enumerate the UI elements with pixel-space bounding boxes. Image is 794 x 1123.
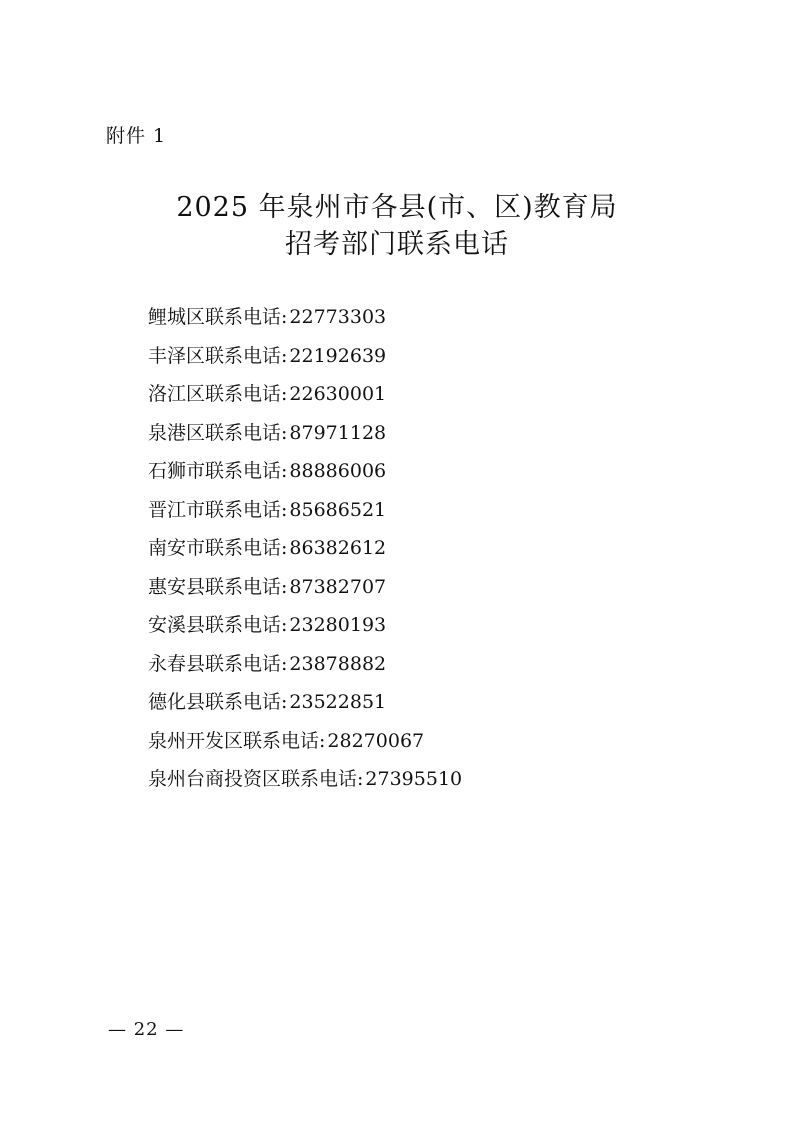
colon-separator: : (281, 498, 288, 521)
contact-phone: 87382707 (289, 575, 387, 598)
contact-phone: 88886006 (289, 460, 387, 482)
contact-name: 南安市联系电话 (148, 537, 282, 559)
contact-name: 德化县联系电话 (148, 691, 282, 713)
colon-separator: : (357, 768, 364, 790)
contact-item (148, 683, 462, 722)
contact-name: 晋江市联系电话 (148, 498, 282, 521)
contact-name: 泉州开发区联系电话 (148, 729, 320, 752)
colon-separator: : (281, 575, 288, 598)
contact-item (148, 298, 462, 337)
contact-phone: 23522851 (289, 691, 387, 713)
contact-item (148, 337, 462, 376)
contact-list (148, 298, 462, 799)
contact-phone: 86382612 (289, 537, 387, 559)
contact-item (148, 645, 462, 684)
colon-separator: : (319, 729, 326, 752)
contact-name: 惠安县联系电话 (148, 575, 282, 598)
contact-phone: 22630001 (289, 383, 387, 405)
contact-name: 鲤城区联系电话 (148, 306, 282, 328)
contact-phone: 22773303 (289, 306, 387, 328)
colon-separator: : (281, 383, 288, 405)
document-title-line-1: 2025 年泉州市各县(市、区)教育局 (176, 192, 618, 223)
contact-phone: 22192639 (289, 344, 387, 367)
contact-item (148, 452, 462, 491)
contact-name: 泉州台商投资区联系电话 (148, 768, 358, 790)
contact-phone: 28270067 (327, 729, 425, 752)
colon-separator: : (281, 614, 288, 636)
contact-item (148, 760, 462, 799)
document-title-line-2: 招考部门联系电话 (285, 229, 509, 260)
contact-phone: 87971128 (289, 421, 387, 444)
attachment-label: 附件 1 (106, 125, 167, 147)
contact-item (148, 529, 462, 568)
colon-separator: : (281, 691, 288, 713)
contact-name: 洛江区联系电话 (148, 383, 282, 405)
contact-item (148, 375, 462, 414)
contact-phone: 23280193 (289, 614, 387, 636)
colon-separator: : (281, 460, 288, 482)
colon-separator: : (281, 537, 288, 559)
colon-separator: : (281, 344, 288, 367)
contact-item (148, 606, 462, 645)
colon-separator: : (281, 652, 288, 675)
contact-phone: 27395510 (365, 768, 463, 790)
contact-name: 永春县联系电话 (148, 652, 282, 675)
contact-item (148, 414, 462, 453)
contact-phone: 85686521 (289, 498, 387, 521)
contact-item (148, 491, 462, 530)
page-number: — 22 — (108, 1019, 185, 1040)
contact-name: 石狮市联系电话 (148, 460, 282, 482)
contact-item (148, 722, 462, 761)
contact-name: 安溪县联系电话 (148, 614, 282, 636)
contact-name: 丰泽区联系电话 (148, 344, 282, 367)
contact-name: 泉港区联系电话 (148, 421, 282, 444)
colon-separator: : (281, 421, 288, 444)
contact-phone: 23878882 (289, 652, 387, 675)
contact-item (148, 568, 462, 607)
colon-separator: : (281, 306, 288, 328)
